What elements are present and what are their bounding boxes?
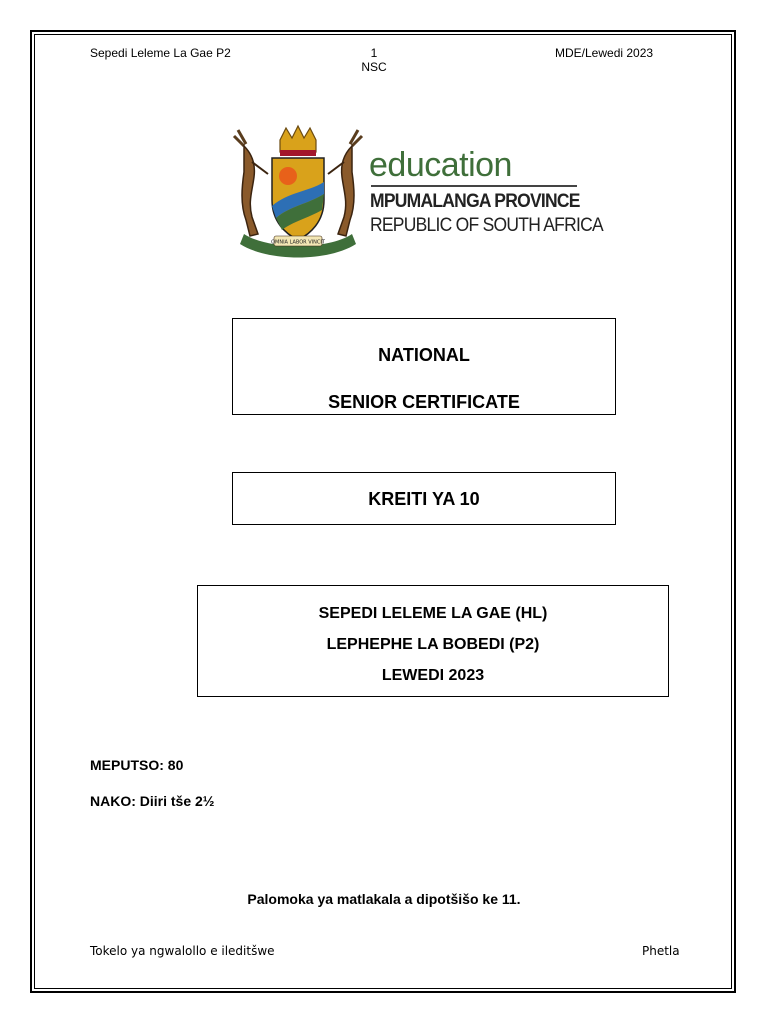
header-nsc: NSC	[361, 60, 387, 74]
left-kudu	[234, 130, 268, 236]
header-center	[340, 46, 408, 74]
right-kudu	[328, 130, 362, 236]
header-right: MDE/Lewedi 2023	[555, 46, 654, 60]
subject-line-paper: LEPHEPHE LA BOBEDI (P2)	[326, 636, 540, 653]
coat-of-arms-logo	[228, 122, 368, 262]
total-marks: MEPUTSO: 80	[90, 757, 184, 773]
subject-box	[197, 585, 669, 697]
exam-time: NAKO: Diiri tše 2½	[90, 793, 215, 809]
province-name: MPUMALANGA PROVINCE	[370, 191, 580, 212]
title-line-senior-certificate: SENIOR CERTIFICATE	[328, 392, 520, 412]
subject-line-session: LEWEDI 2023	[381, 667, 485, 684]
wordmark-divider	[371, 185, 577, 187]
grade-box: KREITI YA 10	[232, 472, 616, 525]
page-number: 1	[370, 46, 378, 60]
motto-text: OMNIA LABOR VINCIT	[271, 239, 325, 246]
title-line-national: NATIONAL	[378, 345, 470, 365]
shield	[272, 158, 324, 240]
subject-line-language: SEPEDI LELEME LA GAE (HL)	[318, 605, 548, 622]
header-left: Sepedi Leleme La Gae P2	[90, 46, 231, 60]
republic-name: REPUBLIC OF SOUTH AFRICA	[370, 215, 603, 236]
footer-turn-over: Phetla	[642, 944, 680, 958]
certificate-title-box	[232, 318, 616, 415]
motto-ribbon	[240, 234, 356, 258]
education-wordmark: education	[369, 146, 512, 184]
page-count-note: Palomoka ya matlakala a dipotšišo ke 11.	[247, 891, 521, 907]
crown	[280, 126, 316, 156]
footer-copyright: Tokelo ya ngwalollo e ileditšwe	[90, 944, 275, 958]
